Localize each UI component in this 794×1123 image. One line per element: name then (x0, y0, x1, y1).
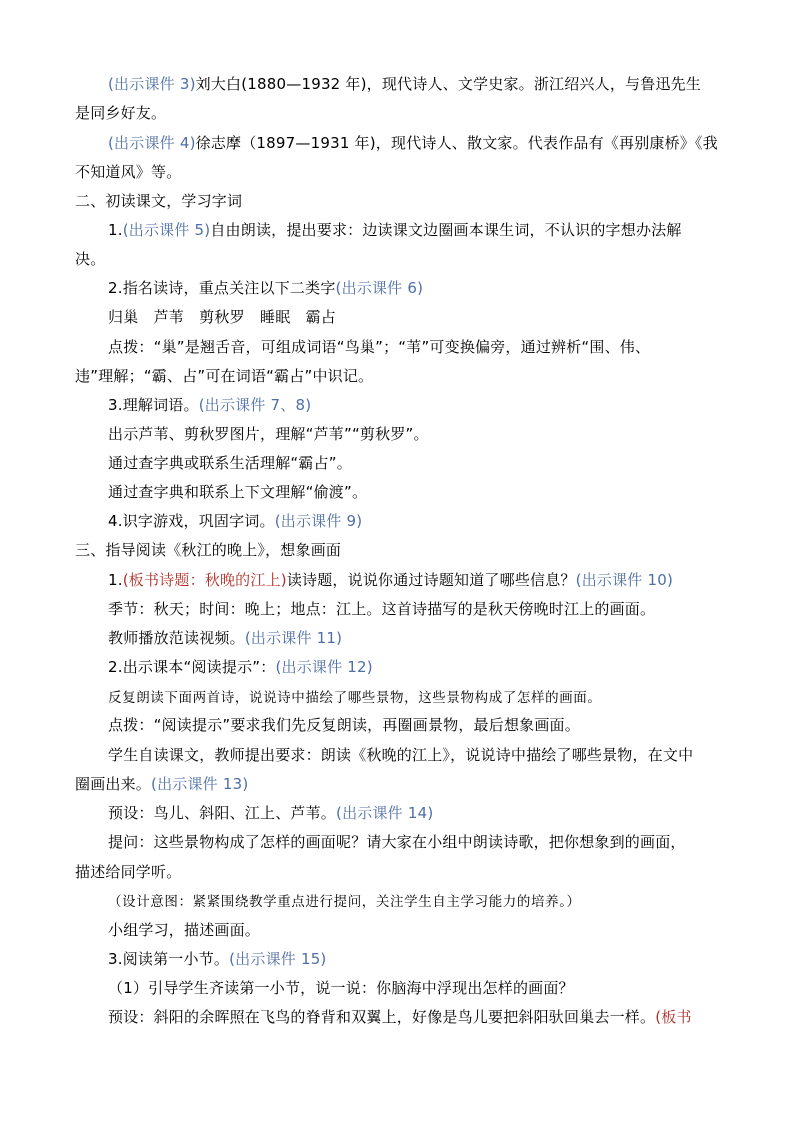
text-line (108, 715, 794, 735)
text-segment: （设计意图：紧紧围绕教学重点进行提问，关注学生自主学习能力的培养。） (108, 894, 581, 910)
text-segment: （1）引导学生齐读第一小节，说一说：你脑海中浮现出怎样的画面？ (108, 979, 574, 997)
text-segment: 归巢 芦苇 剪秋罗 睡眠 霸占 (108, 308, 337, 326)
text-segment: 读诗题，说说你通过诗题知道了哪些信息？ (286, 571, 576, 589)
text-line (108, 220, 794, 240)
text-line (108, 978, 794, 998)
text-segment: 季节：秋天；时间：晚上；地点：江上。这首诗描写的是秋天傍晚时江上的画面。 (108, 600, 656, 618)
text-line (108, 657, 794, 677)
blackboard-note: (板书 (655, 1008, 692, 1026)
text-segment: 2.出示课本“阅读提示”： (108, 658, 276, 676)
text-segment: 违”理解；“霸、占”可在词语“霸占”中识记。 (75, 367, 374, 385)
courseware-reference: (出示课件 15) (229, 950, 327, 968)
text-line (108, 628, 794, 648)
text-line (108, 395, 794, 415)
text-segment: 1. (108, 221, 123, 239)
text-line (75, 191, 794, 211)
courseware-reference: (出示课件 10) (575, 571, 674, 589)
text-line (108, 803, 794, 823)
courseware-reference: (出示课件 9) (274, 512, 363, 530)
text-segment: 二、初读课文，学习字词 (75, 192, 243, 210)
text-line (108, 949, 794, 969)
courseware-reference: (出示课件 3) (108, 75, 196, 93)
text-segment: 提问：这些景物构成了怎样的画面呢？请大家在小组中朗读诗歌，把你想象到的画面， (108, 833, 686, 851)
text-line (108, 832, 794, 852)
text-segment: 是同乡好友。 (75, 104, 167, 122)
text-segment: 点拨：“阅读提示”要求我们先反复朗读，再圈画景物，最后想象画面。 (108, 716, 580, 734)
text-line (108, 307, 794, 327)
text-line (108, 687, 794, 708)
courseware-reference: (出示课件 4) (108, 134, 196, 152)
text-line (108, 453, 794, 473)
text-line (108, 482, 794, 502)
text-segment: 圈画出来。 (75, 775, 152, 793)
courseware-reference: (出示课件 13) (151, 775, 249, 793)
text-segment: 徐志摩（1897—1931 年)，现代诗人、散文家。代表作品有《再别康桥》《我 (195, 134, 718, 152)
text-line (108, 891, 794, 912)
courseware-reference: (出示课件 7、8) (198, 396, 312, 414)
courseware-reference: (出示课件 11) (244, 629, 343, 647)
text-segment: 不知道风》等。 (75, 163, 182, 181)
text-line (108, 599, 794, 619)
text-segment: 1. (108, 571, 123, 589)
text-line (108, 74, 794, 94)
courseware-reference: (出示课件 14) (336, 804, 434, 822)
blackboard-note: (板书诗题：秋晚的江上) (122, 571, 287, 589)
courseware-reference: (出示课件 5) (122, 221, 211, 239)
text-segment: 预设：斜阳的余晖照在飞鸟的脊背和双翼上，好像是鸟儿要把斜阳驮回巢去一样。 (108, 1008, 656, 1026)
text-segment: 三、指导阅读《秋江的晚上》，想象画面 (75, 541, 342, 559)
text-line (75, 249, 794, 269)
text-segment: 3.阅读第一小节。 (108, 950, 230, 968)
text-segment: 决。 (75, 250, 106, 268)
text-line (75, 162, 794, 182)
text-segment: 刘大白(1880—1932 年)，现代诗人、文学史家。浙江绍兴人，与鲁迅先生 (195, 75, 702, 93)
text-line (108, 570, 794, 590)
text-segment: 2.指名读诗，重点关注以下二类字 (108, 279, 336, 297)
text-line (75, 103, 794, 123)
text-line (75, 540, 794, 560)
text-line (108, 133, 794, 153)
text-line (75, 862, 794, 882)
text-segment: 反复朗读下面两首诗，说说诗中描绘了哪些景物，这些景物构成了怎样的画面。 (108, 690, 602, 706)
text-segment: 小组学习，描述画面。 (108, 921, 261, 939)
text-line (108, 745, 794, 765)
text-segment: 教师播放范读视频。 (108, 629, 245, 647)
text-segment: 学生自读课文，教师提出要求：朗读《秋晚的江上》，说说诗中描绘了哪些景物，在文中 (108, 746, 694, 764)
text-segment: 描述给同学听。 (75, 863, 182, 881)
text-line (108, 278, 794, 298)
text-line (108, 1007, 794, 1027)
courseware-reference: (出示课件 6) (335, 279, 424, 297)
text-line (108, 424, 794, 444)
text-segment: 4.识字游戏，巩固字词。 (108, 512, 275, 530)
text-segment: 通过查字典和联系上下文理解“偷渡”。 (108, 483, 368, 501)
text-line (75, 774, 794, 794)
text-segment: 出示芦苇、剪秋罗图片，理解“芦苇”“剪秋罗”。 (108, 425, 429, 443)
text-line (75, 366, 794, 386)
courseware-reference: (出示课件 12) (275, 658, 373, 676)
text-line (108, 337, 794, 357)
text-line (108, 920, 794, 940)
text-segment: 自由朗读，提出要求：边读课文边圈画本课生词，不认识的字想办法解 (210, 221, 682, 239)
text-segment: 预设：鸟儿、斜阳、江上、芦苇。 (108, 804, 337, 822)
text-segment: 3.理解词语。 (108, 396, 199, 414)
text-segment: 通过查字典或联系生活理解“霸占”。 (108, 454, 352, 472)
text-line (108, 511, 794, 531)
text-segment: 点拨：“巢”是翘舌音，可组成词语“鸟巢”；“苇”可变换偏旁，通过辨析“围、伟、 (108, 338, 651, 356)
